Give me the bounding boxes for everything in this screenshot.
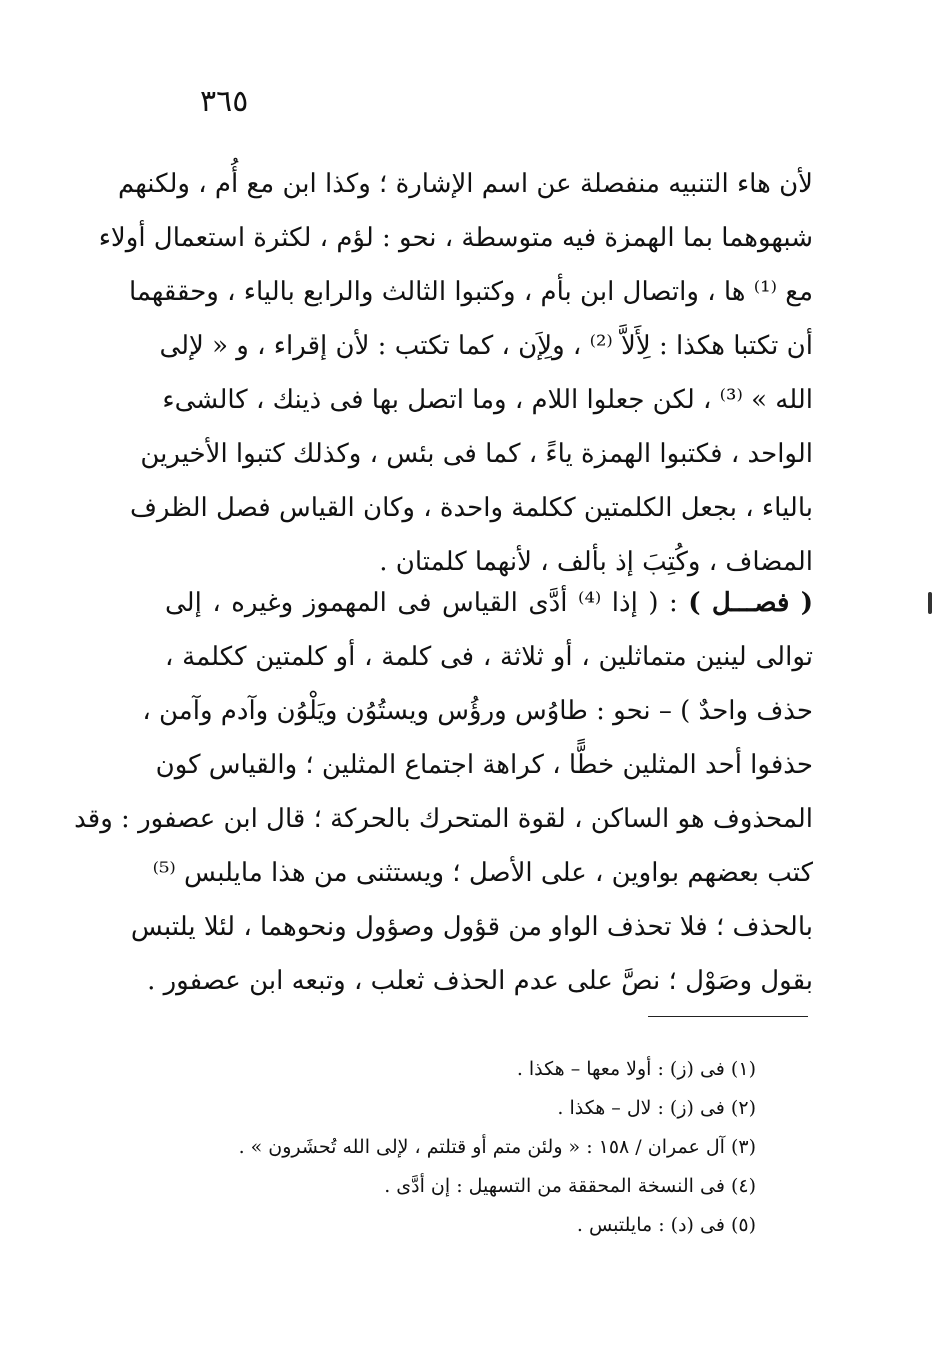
text-line: كتب بعضهم بواوين ، على الأصل ؛ ويستثنى من هذا مايلبس ⁽⁵⁾ bbox=[152, 858, 813, 888]
text-line: المحذوف هو الساكن ، لقوة المتحرك بالحركة ؛ قال ابن عصفور : وقد bbox=[74, 804, 813, 834]
text-line: لأن هاء التنبيه منفصلة عن اسم الإشارة ؛ وكذا ابن مع أُم ، ولكنهم bbox=[117, 169, 813, 199]
text-segment: : ( إذا ⁽⁴⁾ أدَّى القياس فى المهموز وغيره ، إلى bbox=[165, 588, 678, 618]
margin-mark bbox=[928, 592, 932, 614]
footnote: (٢) فى (ز) : لال – هكذا . bbox=[557, 1097, 756, 1119]
text-line: شبهوهما بما الهمزة فيه متوسطة ، نحو : لؤم ، لكثرة استعمال أولاء bbox=[98, 223, 813, 253]
text-line: مع ⁽¹⁾ ها ، واتصال ابن بأم ، وكتبوا الثالث والرابع بالياء ، وحققهما bbox=[128, 277, 813, 307]
text-line: الواحد ، فكتبوا الهمزة ياءً ، كما فى بئس ، وكذلك كتبوا الأخيرين bbox=[140, 439, 813, 469]
footnote-separator bbox=[648, 1016, 808, 1017]
text-line-with-heading bbox=[165, 576, 813, 630]
text-line: توالى لينين متماثلين ، أو ثلاثة ، فى كلمة ، أو كلمتين ككلمة ، bbox=[165, 642, 813, 672]
text-line: حذف واحدٌ ) – نحو : طاوُس ورؤُس ويستُوُن ويَلْوُن وآدم وآمن ، bbox=[142, 696, 813, 726]
text-line: بالياء ، بجعل الكلمتين ككلمة واحدة ، وكان القياس فصل الظرف bbox=[129, 493, 813, 523]
text-line: حذفوا أحد المثلين خطًّا ، كراهة اجتماع المثلين ؛ والقياس كون bbox=[155, 750, 813, 780]
text-line: أن تكتبا هكذا : لِأَلاَّ ⁽²⁾ ، ولِإَن ، كما تكتب : لأن إقراء ، و « لإلى bbox=[159, 331, 813, 361]
text-line: المضاف ، وكُتِبَ إذ بألف ، لأنهما كلمتان . bbox=[379, 547, 813, 577]
footnote: (٣) آل عمران / ١٥٨ : « ولئن متم أو قتلتم ، لإلى الله تُحشَرون » . bbox=[238, 1136, 756, 1158]
footnotes bbox=[136, 1050, 756, 1245]
paragraph-1 bbox=[98, 157, 813, 589]
text-line: بقول وصَوْل ؛ نصَّ على عدم الحذف ثعلب ، وتبعه ابن عصفور . bbox=[147, 966, 813, 996]
footnote: (٤) فى النسخة المحققة من التسهيل : إن أدَّى . bbox=[384, 1175, 756, 1197]
page-number: ٣٦٥ bbox=[200, 84, 249, 119]
footnote: (٥) فى (د) : مايلتبس . bbox=[576, 1214, 756, 1236]
paragraph-2 bbox=[74, 576, 814, 1008]
text-line: الله » ⁽³⁾ ، لكن جعلوا اللام ، وما اتصل بها فى ذينك ، كالشىء bbox=[162, 385, 813, 415]
footnote: (١) فى (ز) : أولا معها – هكذا . bbox=[516, 1058, 756, 1080]
text-line: بالحذف ؛ فلا تحذف الواو من قؤول وصؤول ونحوهما ، لئلا يلتبس bbox=[130, 912, 813, 942]
section-heading: ( فصـــل ) bbox=[688, 588, 814, 618]
